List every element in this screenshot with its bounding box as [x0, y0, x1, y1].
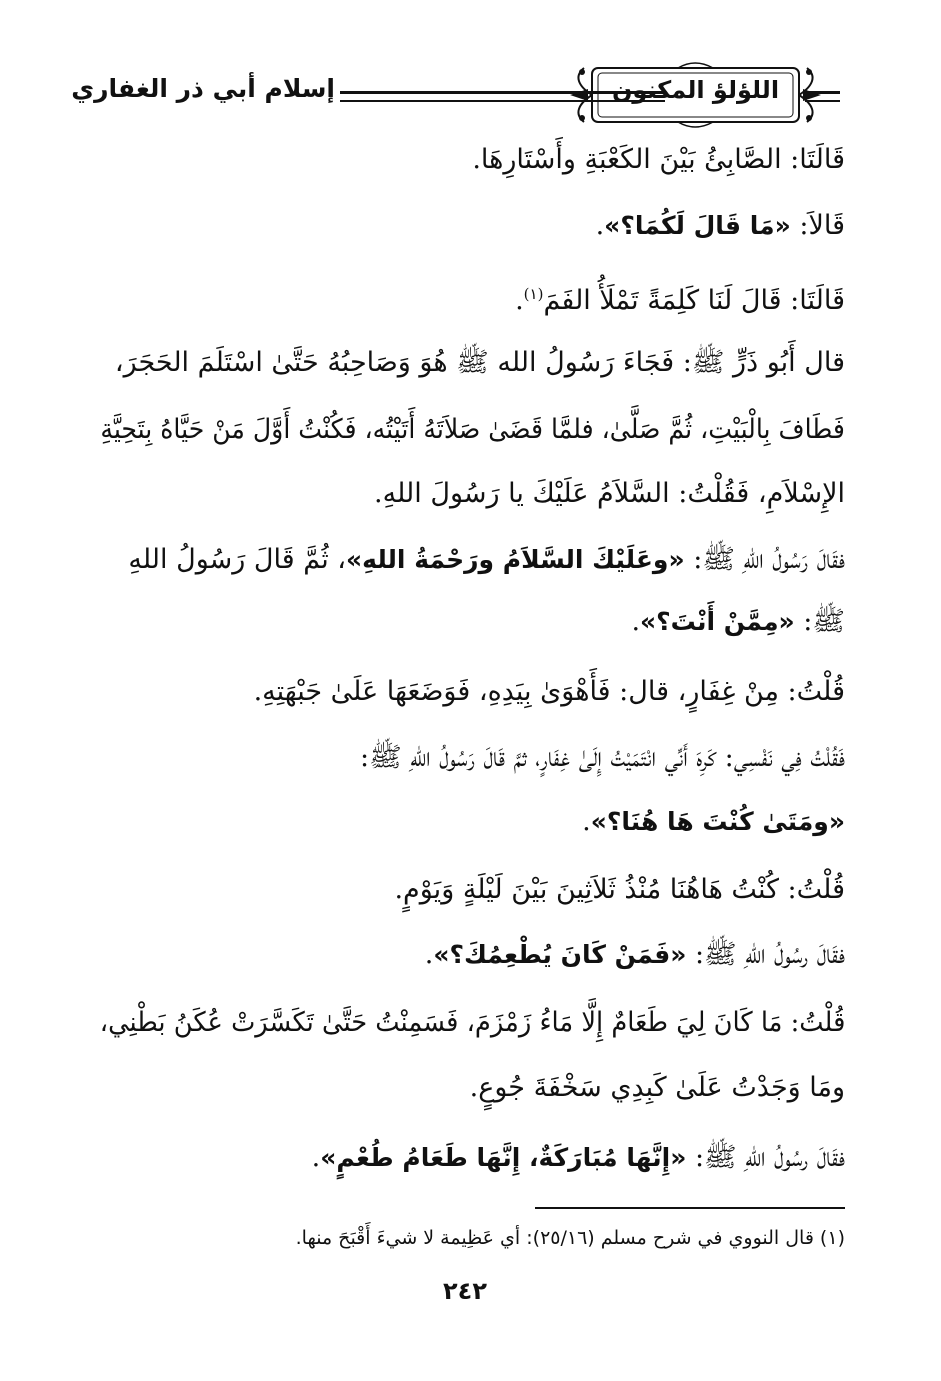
text-line: قُلْتُ: مَا كَانَ لِيَ طَعَامٌ إِلَّا مَاءُ زَمْزَمَ، فَسَمِنْتُ حَتَّىٰ تَكَسَّرَتْ عُكَنُ بَطْنِي، [99, 1007, 845, 1038]
text-line: ومَا وَجَدْتُ عَلَىٰ كَبِدِي سَخْفَةَ جُوعٍ. [469, 1072, 845, 1103]
text-line: قُلْتُ: مِنْ غِفَارٍ، قال: فَأَهْوَىٰ بِيَدِهِ، فَوَضَعَهَا عَلَىٰ جَبْهَتِهِ. [253, 676, 845, 707]
section-title: إسلام أبي ذر الغفاري [71, 74, 335, 103]
prophet-speech: «مِمَّنْ أَنْتَ؟» [640, 607, 795, 636]
text-line: قُلْتُ: كُنْتُ هَاهُنَا مُنْذُ ثَلاَثِينَ بَيْنَ لَيْلَةٍ وَيَوْمٍ. [394, 874, 845, 905]
prophet-speech: «مَا قَالَ لَكُمَا؟» [604, 211, 791, 240]
footnote: (١) قال النووي في شرح مسلم (٢٥/١٦): أي عَظِيمة لا شيءَ أَقْبَحَ منها. [295, 1227, 845, 1249]
text-line: قَالَتَا: الصَّابِئُ بَيْنَ الكَعْبَةِ وأَسْتَارِهَا. [472, 144, 845, 175]
prophet-speech: «فَمَنْ كَانَ يُطْعِمُكَ؟» [433, 940, 687, 969]
text-line: ﷺ: «مِمَّنْ أَنْتَ؟». [631, 606, 845, 637]
text-line: فقَالَ رسُولُ اللهِ ﷺ: «إِنَّهَا مُبَارَكَةٌ، إِنَّهَا طَعَامُ طُعْمٍ». [311, 1142, 845, 1173]
book-title: اللؤلؤ المكنون [611, 76, 780, 104]
text-line: قال أَبُو ذَرٍّ ﷺ: فَجَاءَ رَسُولُ الله ﷺ هُوَ وَصَاحِبُهُ حَتَّىٰ اسْتَلَمَ الحَجَرَ، [114, 347, 845, 378]
running-header [71, 56, 845, 134]
text-line: قَالَتَا: قَالَ لَنَا كَلِمَةً تَمْلَأُ الفَمَ$^{(١)}$. [515, 285, 845, 316]
text-line: فَطَافَ بِالْبَيْتِ، ثُمَّ صَلَّىٰ، فلمَّا قَضَىٰ صَلاَتَهُ أَتَيْتُه، فَكُنْتُ أَوَّلَ مَنْ حَيَّاهُ بِتَحِيَّةِ [100, 414, 845, 445]
footnote-ref: (١) [523, 285, 544, 303]
text-line: الإِسْلاَمِ، فَقُلْتُ: السَّلاَمُ عَلَيْكَ يا رَسُولَ اللهِ. [374, 478, 845, 509]
header-rule-right [805, 91, 840, 102]
text-line: فقَالَ رسُولُ اللهِ ﷺ: «فَمَنْ كَانَ يُطْعِمُكَ؟». [424, 939, 845, 970]
text-line: قَالاَ: «مَا قَالَ لَكُمَا؟». [595, 210, 845, 241]
prophet-speech: «وعَلَيْكَ السَّلاَمُ ورَحْمَةُ اللهِ» [346, 545, 685, 574]
prophet-speech: «إِنَّهَا مُبَارَكَةٌ، إِنَّهَا طَعَامُ طُعْمٍ» [320, 1143, 687, 1172]
text-line: فقَالَ رَسُولُ اللهِ ﷺ: «وعَلَيْكَ السَّلاَمُ ورَحْمَةُ اللهِ»، ثُمَّ قَالَ رَسُولُ اللهِ [128, 544, 845, 575]
prophet-speech: «ومَتَىٰ كُنْتَ هَا هُنَا؟» [590, 807, 845, 836]
text-line: «ومَتَىٰ كُنْتَ هَا هُنَا؟». [582, 806, 845, 837]
text-line: فَقُلْتُ فِي نَفْسِي: كَرِهَ أَنِّي انْتَمَيْتُ إِلَىٰ غِفَارٍ، ثمَّ قَالَ رَسُولُ اللهِ ﷺ: [360, 742, 845, 773]
page-number: ٢٤٢ [443, 1277, 487, 1305]
footnote-divider [535, 1207, 845, 1209]
